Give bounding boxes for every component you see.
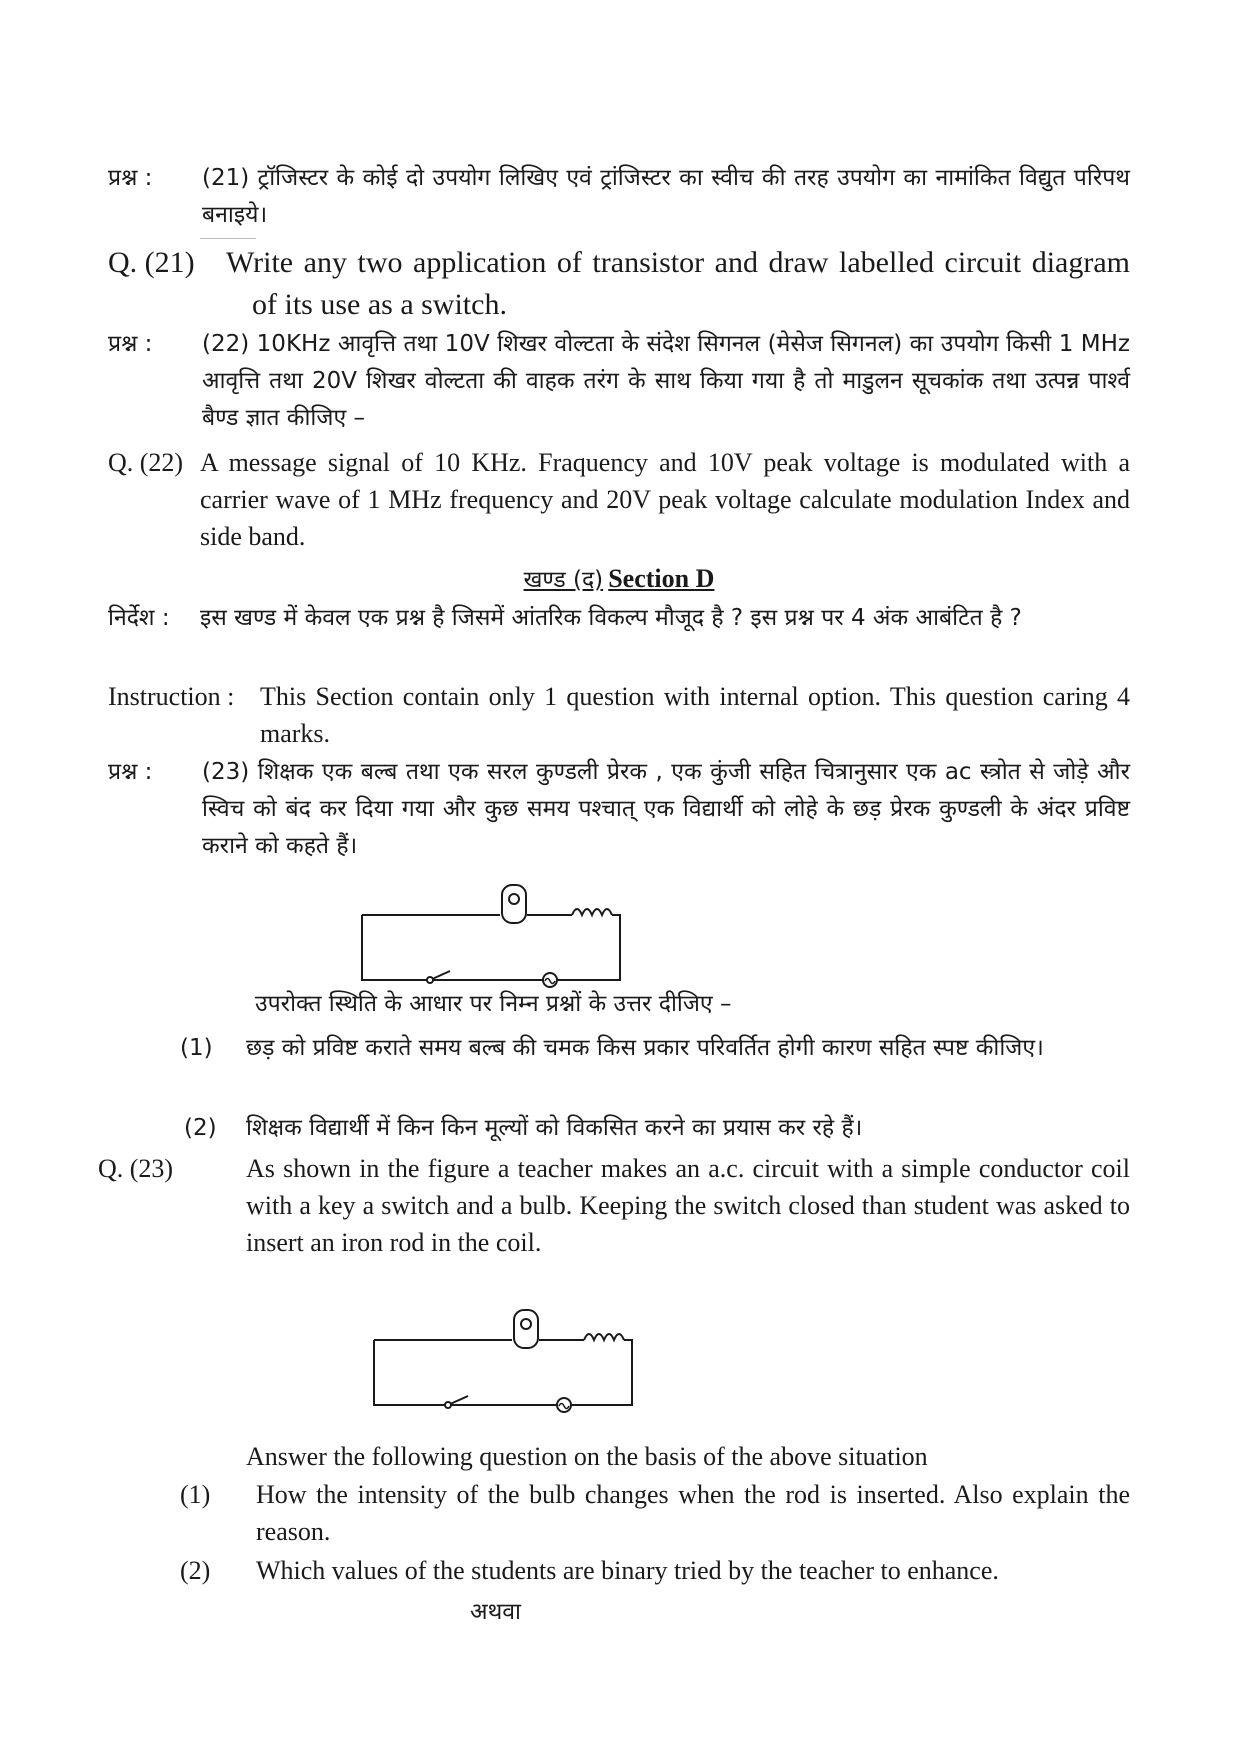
instruction-hindi [108, 600, 1130, 637]
q21-english-text: Write any two application of transistor and draw labelled circuit diagram of its use as a switch. [226, 246, 1130, 321]
or-label: अथवा [470, 1599, 522, 1625]
section-d-hindi: खण्ड (द) [523, 567, 604, 593]
q21-hindi-text: (21) ट्रॉजिस्टर के कोई दो उपयोग लिखिए एवं ट्रांजिस्टर का स्वीच की तरह उपयोग का नामांकित विद्युत परिपथ बनाइये। [202, 165, 1130, 228]
q23-hindi-sub-1 [108, 1030, 1130, 1067]
q23-english-sub-text: Which values of the students are binary tried by the teacher to enhance. [256, 1556, 999, 1585]
bulb-filament [521, 1319, 531, 1329]
q22-hindi [108, 326, 1130, 437]
q23-hindi-text: (23) शिक्षक एक बल्ब तथा एक सरल कुण्डली प्रेरक , एक कुंजी सहित चित्रानुसार एक ac स्त्रोत से जोड़े और स्विच को बंद कर दिया गया और कुछ समय पश्चात् एक विद्यार्थी को लोहे के छड़ प्रेरक कुण्डली के अंदर प्रविष्ट कराने को कहते हैं। [202, 759, 1130, 859]
q23-hindi [108, 754, 1130, 865]
q23-hindi-prompt: उपरोक्त स्थिति के आधार पर निम्न प्रश्नों के उत्तर दीजिए – [255, 991, 732, 1017]
q23-english-label: Q. (23) [98, 1154, 174, 1183]
q23-english-text: As shown in the figure a teacher makes an a.c. circuit with a simple conductor coil with a key a switch and a bulb. Keeping the switch closed than student was asked to insert an iron rod in the coil. [246, 1154, 1130, 1257]
circuit-wire [362, 915, 620, 980]
section-d-english: Section D [608, 564, 715, 593]
key-terminal [445, 1402, 451, 1408]
circuit-wire [374, 1340, 632, 1405]
bulb-filament [509, 894, 519, 904]
q23-hindi-sub-text: शिक्षक विद्यार्थी में किन किन मूल्यों को विकसित करने का प्रयास कर रहे हैं। [246, 1115, 863, 1141]
circuit-diagram [362, 1300, 642, 1415]
inductor-coil-icon [572, 909, 612, 915]
q23-english-sub-text: How the intensity of the bulb changes when the rod is inserted. Also explain the reason. [256, 1480, 1130, 1546]
q23-hindi-label: प्रश्न : [108, 759, 153, 785]
q22-english-label: Q. (22) [108, 448, 184, 477]
q23-hindi-sub-2 [108, 1110, 1130, 1147]
q23-english-sub-2 [108, 1552, 1130, 1589]
instruction-hindi-text: इस खण्ड में केवल एक प्रश्न है जिसमें आंतरिक विकल्प मौजूद है ? इस प्रश्न पर 4 अंक आबंटित है ? [200, 605, 1022, 631]
q22-english [108, 444, 1130, 555]
q23-english [98, 1150, 1130, 1261]
q23-english-prompt: Answer the following question on the basis of the above situation [246, 1442, 928, 1471]
q23-hindi-sub-num: (1) [180, 1035, 213, 1061]
q21-english [108, 242, 1130, 326]
q23-hindi-sub-text: छड़ को प्रविष्ट कराते समय बल्ब की चमक किस प्रकार परिवर्तित होगी कारण सहित स्पष्ट कीजिए। [246, 1035, 1044, 1061]
q23-english-sub-num: (1) [180, 1480, 211, 1509]
divider [200, 238, 256, 239]
q21-hindi [108, 160, 1130, 234]
q22-english-text: A message signal of 10 KHz. Fraquency and 10V peak voltage is modulated with a carrier wave of 1 MHz frequency and 20V peak voltage calculate modulation Index and side band. [200, 448, 1130, 551]
instruction-english-text: This Section contain only 1 question with internal option. This question caring 4 marks. [260, 682, 1130, 748]
q21-hindi-label: प्रश्न : [108, 165, 153, 191]
instruction-english [108, 678, 1130, 752]
q22-hindi-label: प्रश्न : [108, 331, 153, 357]
q23-english-sub-num: (2) [180, 1556, 211, 1585]
q21-english-label: Q. (21) [108, 246, 195, 279]
instruction-hindi-label: निर्देश : [108, 605, 170, 631]
circuit-diagram [350, 875, 630, 990]
instruction-english-label: Instruction : [108, 682, 235, 711]
q23-english-sub-1 [108, 1476, 1130, 1550]
key-terminal [427, 977, 433, 983]
inductor-coil-icon [584, 1334, 624, 1340]
q22-hindi-text: (22) 10KHz आवृत्ति तथा 10V शिखर वोल्टता के संदेश सिगनल (मेसेज सिगनल) का उपयोग किसी 1 MHz आवृत्ति तथा 20V शिखर वोल्टता की वाहक तरंग के साथ किया गया है तो माडुलन सूचकांक तथा उत्पन्न पार्श्व बैण्ड ज्ञात कीजिए – [202, 331, 1130, 431]
section-d-heading [108, 560, 1130, 599]
q23-hindi-sub-num: (2) [184, 1115, 217, 1141]
